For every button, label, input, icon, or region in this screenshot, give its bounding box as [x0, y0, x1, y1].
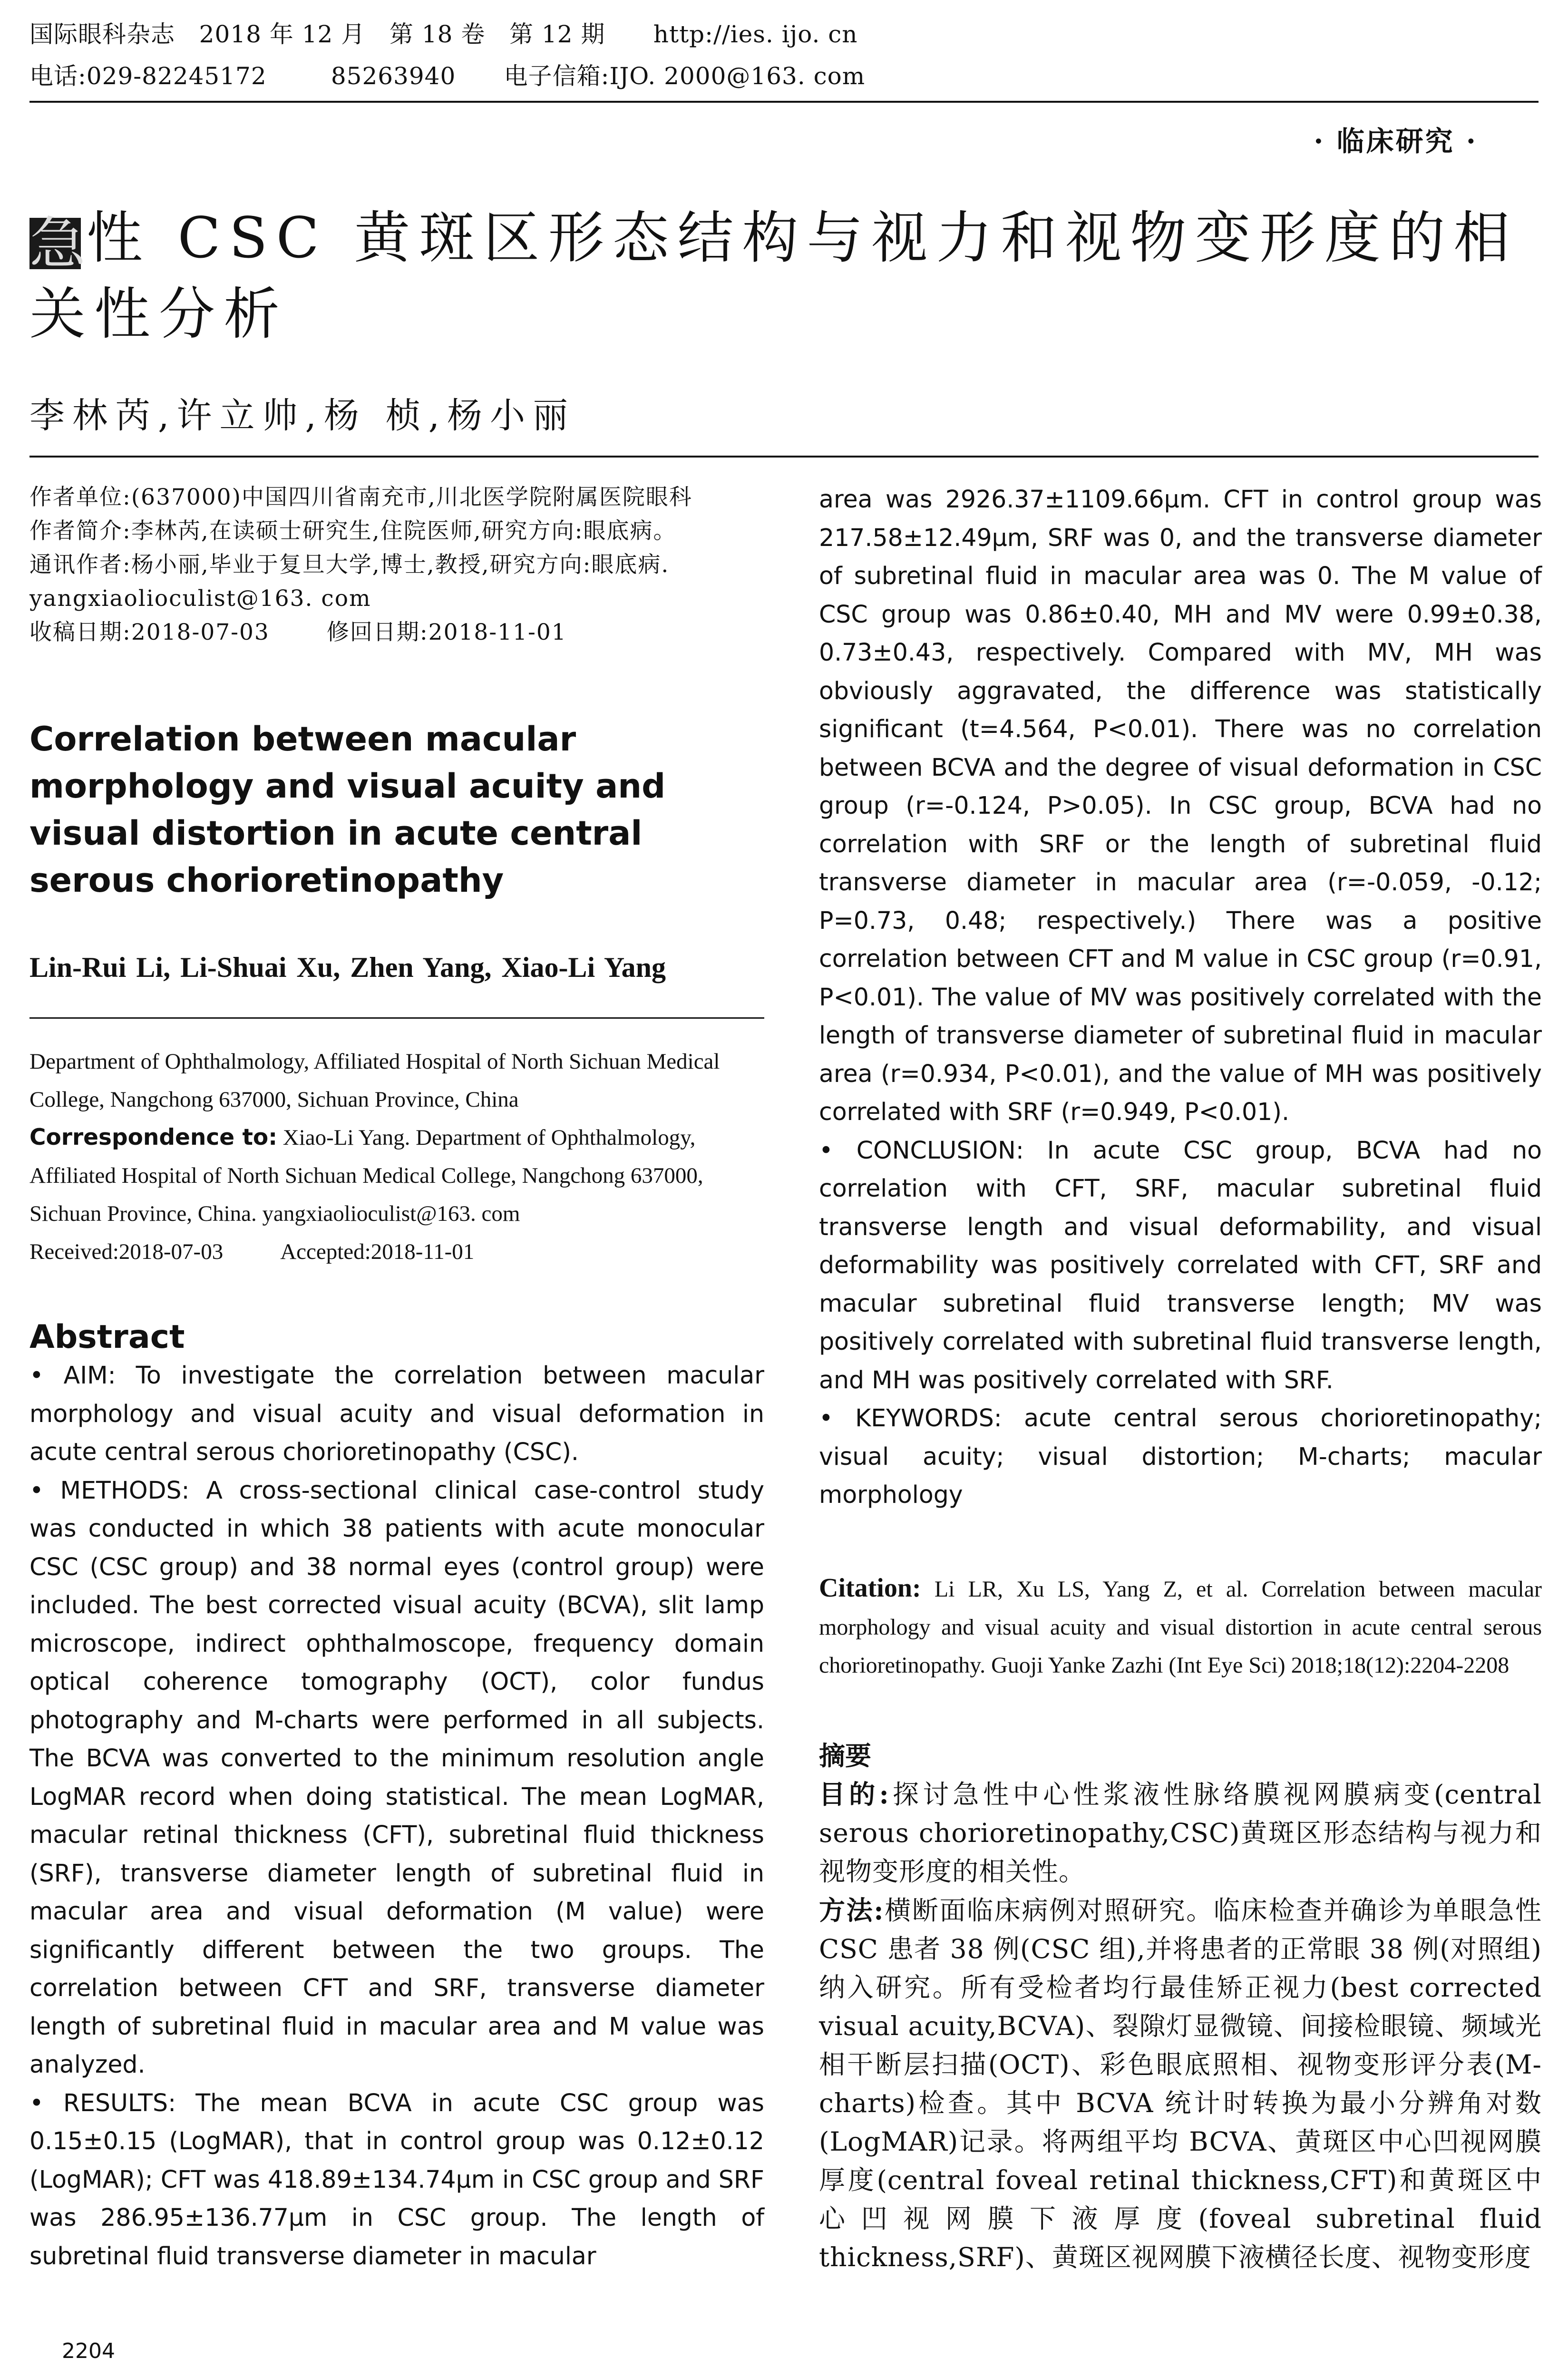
cn-aim-label: 目的:	[819, 1778, 889, 1810]
author-bio: 作者简介:李林芮,在读硕士研究生,住院医师,研究方向:眼底病。	[29, 518, 677, 544]
revised-date-cn: 修回日期:2018-11-01	[326, 619, 567, 645]
cn-aim	[819, 1775, 1542, 1891]
cn-methods-text: 横断面临床病例对照研究。临床检查并确诊为单眼急性 CSC 患者 38 例(CSC 组),并将患者的正常眼 38 例(对照组)纳入研究。所有受检者均行最佳矫正视力(best corrected visual acuity,BCVA)、裂隙灯显微镜、间接检眼镜、频域光相干断层扫描(OCT)、彩色眼底照相、视物变形评分表(M-charts)检查。其中 BCVA 统计时转换为最小分辨角对数(LogMAR)记录。将两组平均 BCVA、黄斑区中心凹视网膜厚度(central foveal retinal thickness,CFT)和黄斑区中心凹视网膜下液厚度(foveal subretinal fluid thickness,SRF)、黄斑区视网膜下液横径长度、视物变形度	[819, 1895, 1542, 2272]
abstract-body-left	[29, 1356, 764, 2275]
cn-aim-text: 探讨急性中心性浆液性脉络膜视网膜病变(central serous chorioretinopathy,CSC)黄斑区形态结构与视力和视物变形度的相关性。	[819, 1779, 1542, 1887]
dates-cn	[29, 615, 764, 649]
authors-chinese: 李林芮,许立帅,杨 桢,杨小丽	[29, 395, 576, 436]
english-authors: Lin-Rui Li, Li-Shuai Xu, Zhen Yang, Xiao-Li Yang	[29, 952, 666, 983]
header-rule	[29, 101, 1539, 103]
correspondence	[29, 1119, 764, 1233]
journal-header-line-1: 国际眼科杂志 2018 年 12 月 第 18 卷 第 12 期 http://ies. ijo. cn	[29, 20, 858, 48]
citation	[819, 1569, 1542, 1685]
abstract-heading: Abstract	[29, 1318, 185, 1356]
abstract-aim: • AIM: To investigate the correlation between macular morphology and visual acuity and visual deformation in acute central serous chorioretinopathy (CSC).	[29, 1361, 764, 1466]
article-title	[29, 200, 1542, 352]
right-column	[819, 480, 1542, 2277]
corresponding-author: 通讯作者:杨小丽,毕业于复旦大学,博士,教授,研究方向:眼底病. yangxiaolioculist@163. com	[29, 552, 670, 612]
journal-header-line-2: 电话:029-82245172 85263940 电子信箱:IJO. 2000@163. com	[29, 62, 866, 90]
correspondence-text: Xiao-Li Yang. Department of Ophthalmology, Affiliated Hospital of North Sichuan Medical College, Nangchong 637000, Sichuan Province, China. yangxiaolioculist@163. com	[29, 1125, 703, 1226]
accepted-date-en: Accepted:2018-11-01	[280, 1239, 475, 1264]
abstract-results-part2: area was 2926.37±1109.66μm. CFT in control group was 217.58±12.49μm, SRF was 0, and the transverse diameter of subretinal fluid in macular area was 0. The M value of CSC group was 0.86±0.40, MH and MV were 0.99±0.38, 0.73±0.43, respectively. Compared with MV, MH was obviously aggravated, the difference was statistically significant (t=4.564, P<0.01). There was no correlation between BCVA and the degree of visual deformation in CSC group (r=-0.124, P>0.05). In CSC group, BCVA had no correlation with SRF or the length of subretinal fluid transverse diameter in macular area (r=-0.059, -0.12; P=0.73, 0.48; respectively.) There was a positive correlation between CFT and M value in CSC group (r=0.91, P<0.01). The value of MV was positively correlated with the length of transverse diameter of subretinal fluid in macular area (r=0.934, P<0.01), and the value of MH was positively correlated with SRF (r=0.949, P<0.01).	[819, 485, 1542, 1126]
cn-methods	[819, 1891, 1542, 2277]
title-first-char: 急	[29, 211, 95, 276]
chinese-abstract-heading: 摘要	[819, 1740, 872, 1771]
section-label: · 临床研究 ·	[1314, 125, 1478, 157]
abstract-body-right	[819, 480, 1542, 1514]
english-title: Correlation between macular morphology and visual acuity and visual distortion in acute central serous chorioretinopathy	[29, 720, 666, 900]
chinese-abstract-body	[819, 1775, 1542, 2277]
received-date-en: Received:2018-07-03	[29, 1239, 224, 1264]
author-unit: 作者单位:(637000)中国四川省南充市,川北医学院附属医院眼科	[29, 484, 692, 510]
correspondence-label: Correspondence to:	[29, 1124, 278, 1150]
affiliation-department: Department of Ophthalmology, Affiliated Hospital of North Sichuan Medical College, Nangchong 637000, Sichuan Province, China	[29, 1049, 720, 1112]
dates-en	[29, 1233, 764, 1271]
citation-text: Li LR, Xu LS, Yang Z, et al. Correlation between macular morphology and visual acuity and visual distortion in acute central serous chorioretinopathy. Guoji Yanke Zazhi (Int Eye Sci) 2018;18(12):2204-2208	[819, 1576, 1542, 1678]
author-rule	[29, 1017, 764, 1019]
abstract-conclusion: • CONCLUSION: In acute CSC group, BCVA had no correlation with CFT, SRF, macular subretinal fluid transverse length and visual deformability, and visual deformability was positively correlated with CFT, SRF and macular subretinal fluid transverse length; MV was positively correlated with subretinal fluid transverse length, and MH was positively correlated with SRF.	[819, 1136, 1542, 1394]
abstract-results-part1: • RESULTS: The mean BCVA in acute CSC group was 0.15±0.15 (LogMAR), that in control group was 0.12±0.12 (LogMAR); CFT was 418.89±134.74μm in CSC group and SRF was 286.95±136.77μm in CSC group. The length of subretinal fluid transverse diameter in macular	[29, 2088, 764, 2270]
page-number: 2204	[62, 2339, 115, 2363]
left-column	[29, 480, 764, 2275]
abstract-methods: • METHODS: A cross-sectional clinical case-control study was conducted in which 38 patients with acute monocular CSC (CSC group) and 38 normal eyes (control group) were included. The best corrected visual acuity (BCVA), slit lamp microscope, indirect ophthalmoscope, frequency domain optical coherence tomography (OCT), color fundus photography and M-charts were performed in all subjects. The BCVA was converted to the minimum resolution angle LogMAR record when doing statistical. The mean LogMAR, macular retinal thickness (CFT), subretinal fluid thickness (SRF), transverse diameter length of subretinal fluid in macular area and visual deformation (M value) were significantly different between the two groups. The correlation between CFT and SRF, transverse diameter length of subretinal fluid in macular area and M value was analyzed.	[29, 1476, 764, 2078]
title-text: 性 CSC 黄斑区形态结构与视力和视物变形度的相关性分析	[29, 205, 1519, 347]
received-date-cn: 收稿日期:2018-07-03	[29, 619, 270, 645]
citation-label: Citation:	[819, 1573, 921, 1603]
cn-methods-label: 方法:	[819, 1894, 884, 1926]
title-rule	[29, 456, 1539, 458]
abstract-keywords: • KEYWORDS: acute central serous chorioretinopathy; visual acuity; visual distortion; M-charts; macular morphology	[819, 1404, 1542, 1509]
